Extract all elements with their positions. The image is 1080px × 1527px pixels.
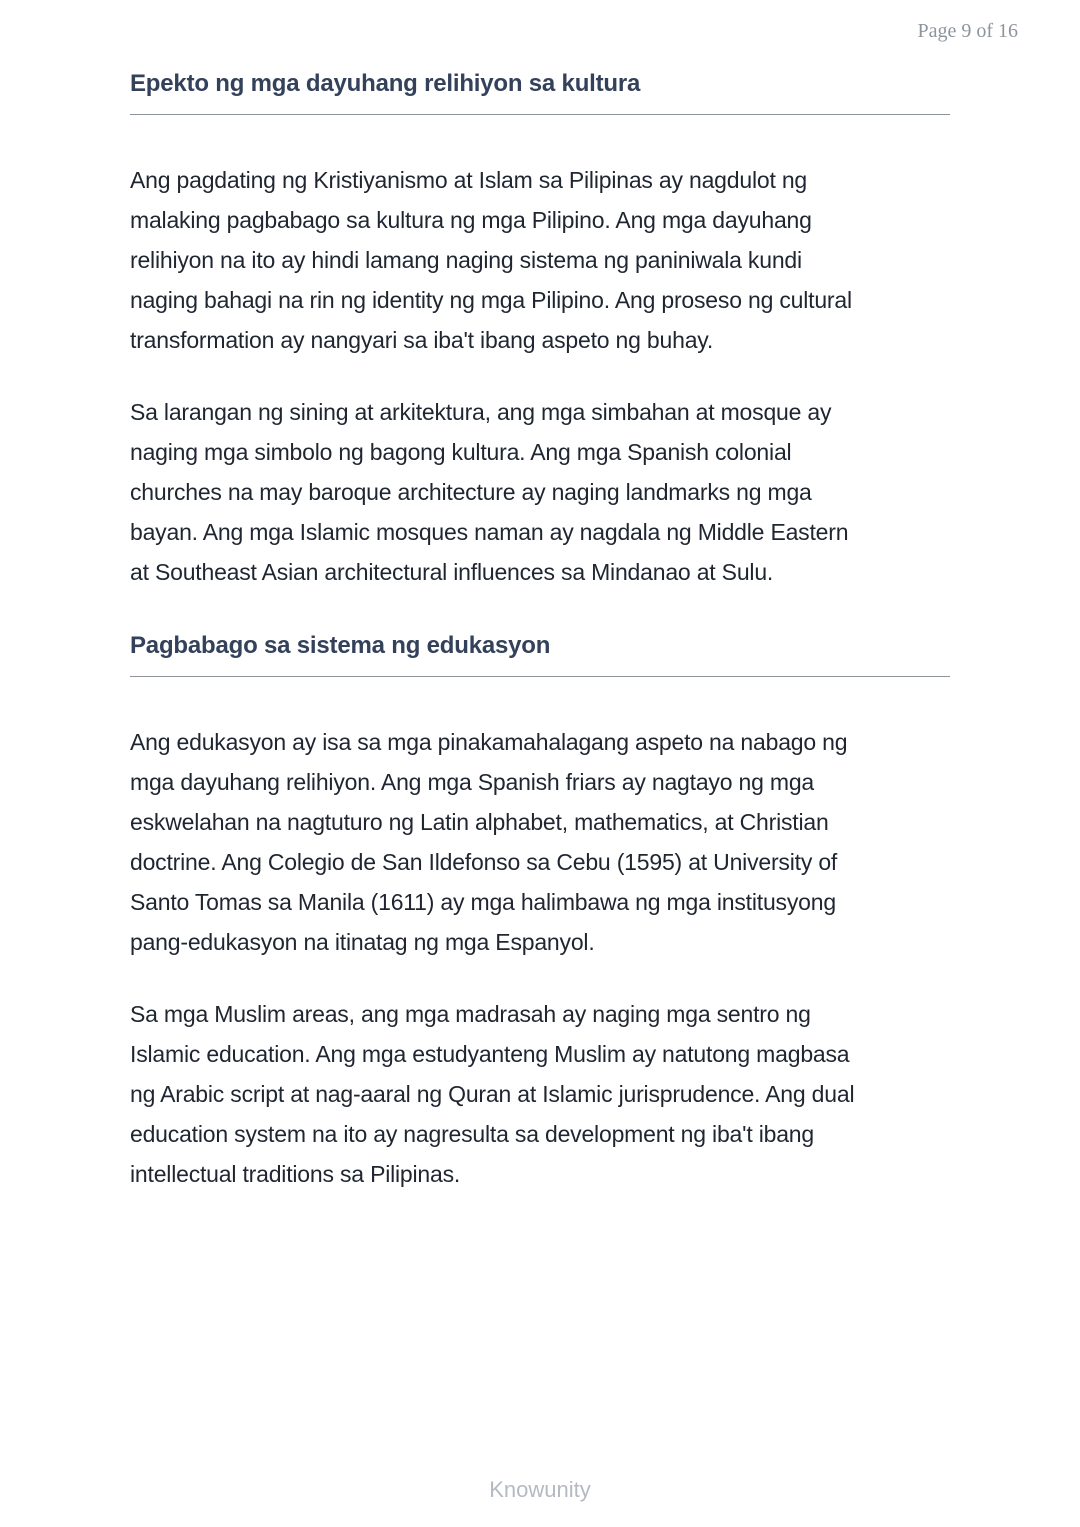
text-line: relihiyon na ito ay hindi lamang naging sistema ng paniniwala kundi [130, 247, 802, 273]
text-line: Sa larangan ng sining at arkitektura, ang mga simbahan at mosque ay [130, 399, 832, 425]
paragraph [130, 722, 950, 962]
paragraph [130, 994, 950, 1194]
text-line: intellectual traditions sa Pilipinas. [130, 1161, 461, 1187]
page-content [130, 0, 950, 1194]
section-heading: Epekto ng mga dayuhang relihiyon sa kultura [130, 70, 641, 97]
page-indicator: Page 9 of 16 [917, 20, 1018, 42]
text-line: naging bahagi na rin ng identity ng mga Pilipino. Ang proseso ng cultural [130, 287, 852, 313]
paragraph [130, 392, 950, 592]
heading-rule [130, 114, 950, 115]
paragraph [130, 160, 950, 360]
text-line: Ang pagdating ng Kristiyanismo at Islam sa Pilipinas ay nagdulot ng [130, 167, 808, 193]
heading-rule [130, 676, 950, 677]
text-line: churches na may baroque architecture ay naging landmarks ng mga [130, 479, 812, 505]
text-line: at Southeast Asian architectural influences sa Mindanao at Sulu. [130, 559, 774, 585]
section-culture-effects [130, 70, 950, 592]
text-line: Ang edukasyon ay isa sa mga pinakamahalagang aspeto na nabago ng [130, 729, 848, 755]
footer-brand: Knowunity [489, 1477, 591, 1502]
section-education-changes [130, 632, 950, 1194]
text-line: education system na ito ay nagresulta sa development ng iba't ibang [130, 1121, 814, 1147]
text-line: pang-edukasyon na itinatag ng mga Espanyol. [130, 929, 595, 955]
text-line: Sa mga Muslim areas, ang mga madrasah ay naging mga sentro ng [130, 1001, 811, 1027]
text-line: ng Arabic script at nag-aaral ng Quran at Islamic jurisprudence. Ang dual [130, 1081, 855, 1107]
text-line: transformation ay nangyari sa iba't ibang aspeto ng buhay. [130, 327, 714, 353]
text-line: mga dayuhang relihiyon. Ang mga Spanish friars ay nagtayo ng mga [130, 769, 815, 795]
text-line: doctrine. Ang Colegio de San Ildefonso sa Cebu (1595) at University of [130, 849, 838, 875]
text-line: bayan. Ang mga Islamic mosques naman ay nagdala ng Middle Eastern [130, 519, 849, 545]
text-line: Santo Tomas sa Manila (1611) ay mga halimbawa ng mga institusyong [130, 889, 836, 915]
text-line: Islamic education. Ang mga estudyanteng Muslim ay natutong magbasa [130, 1041, 850, 1067]
text-line: eskwelahan na nagtuturo ng Latin alphabet, mathematics, at Christian [130, 809, 829, 835]
text-line: malaking pagbabago sa kultura ng mga Pilipino. Ang mga dayuhang [130, 207, 812, 233]
section-heading: Pagbabago sa sistema ng edukasyon [130, 632, 551, 659]
text-line: naging mga simbolo ng bagong kultura. Ang mga Spanish colonial [130, 439, 792, 465]
